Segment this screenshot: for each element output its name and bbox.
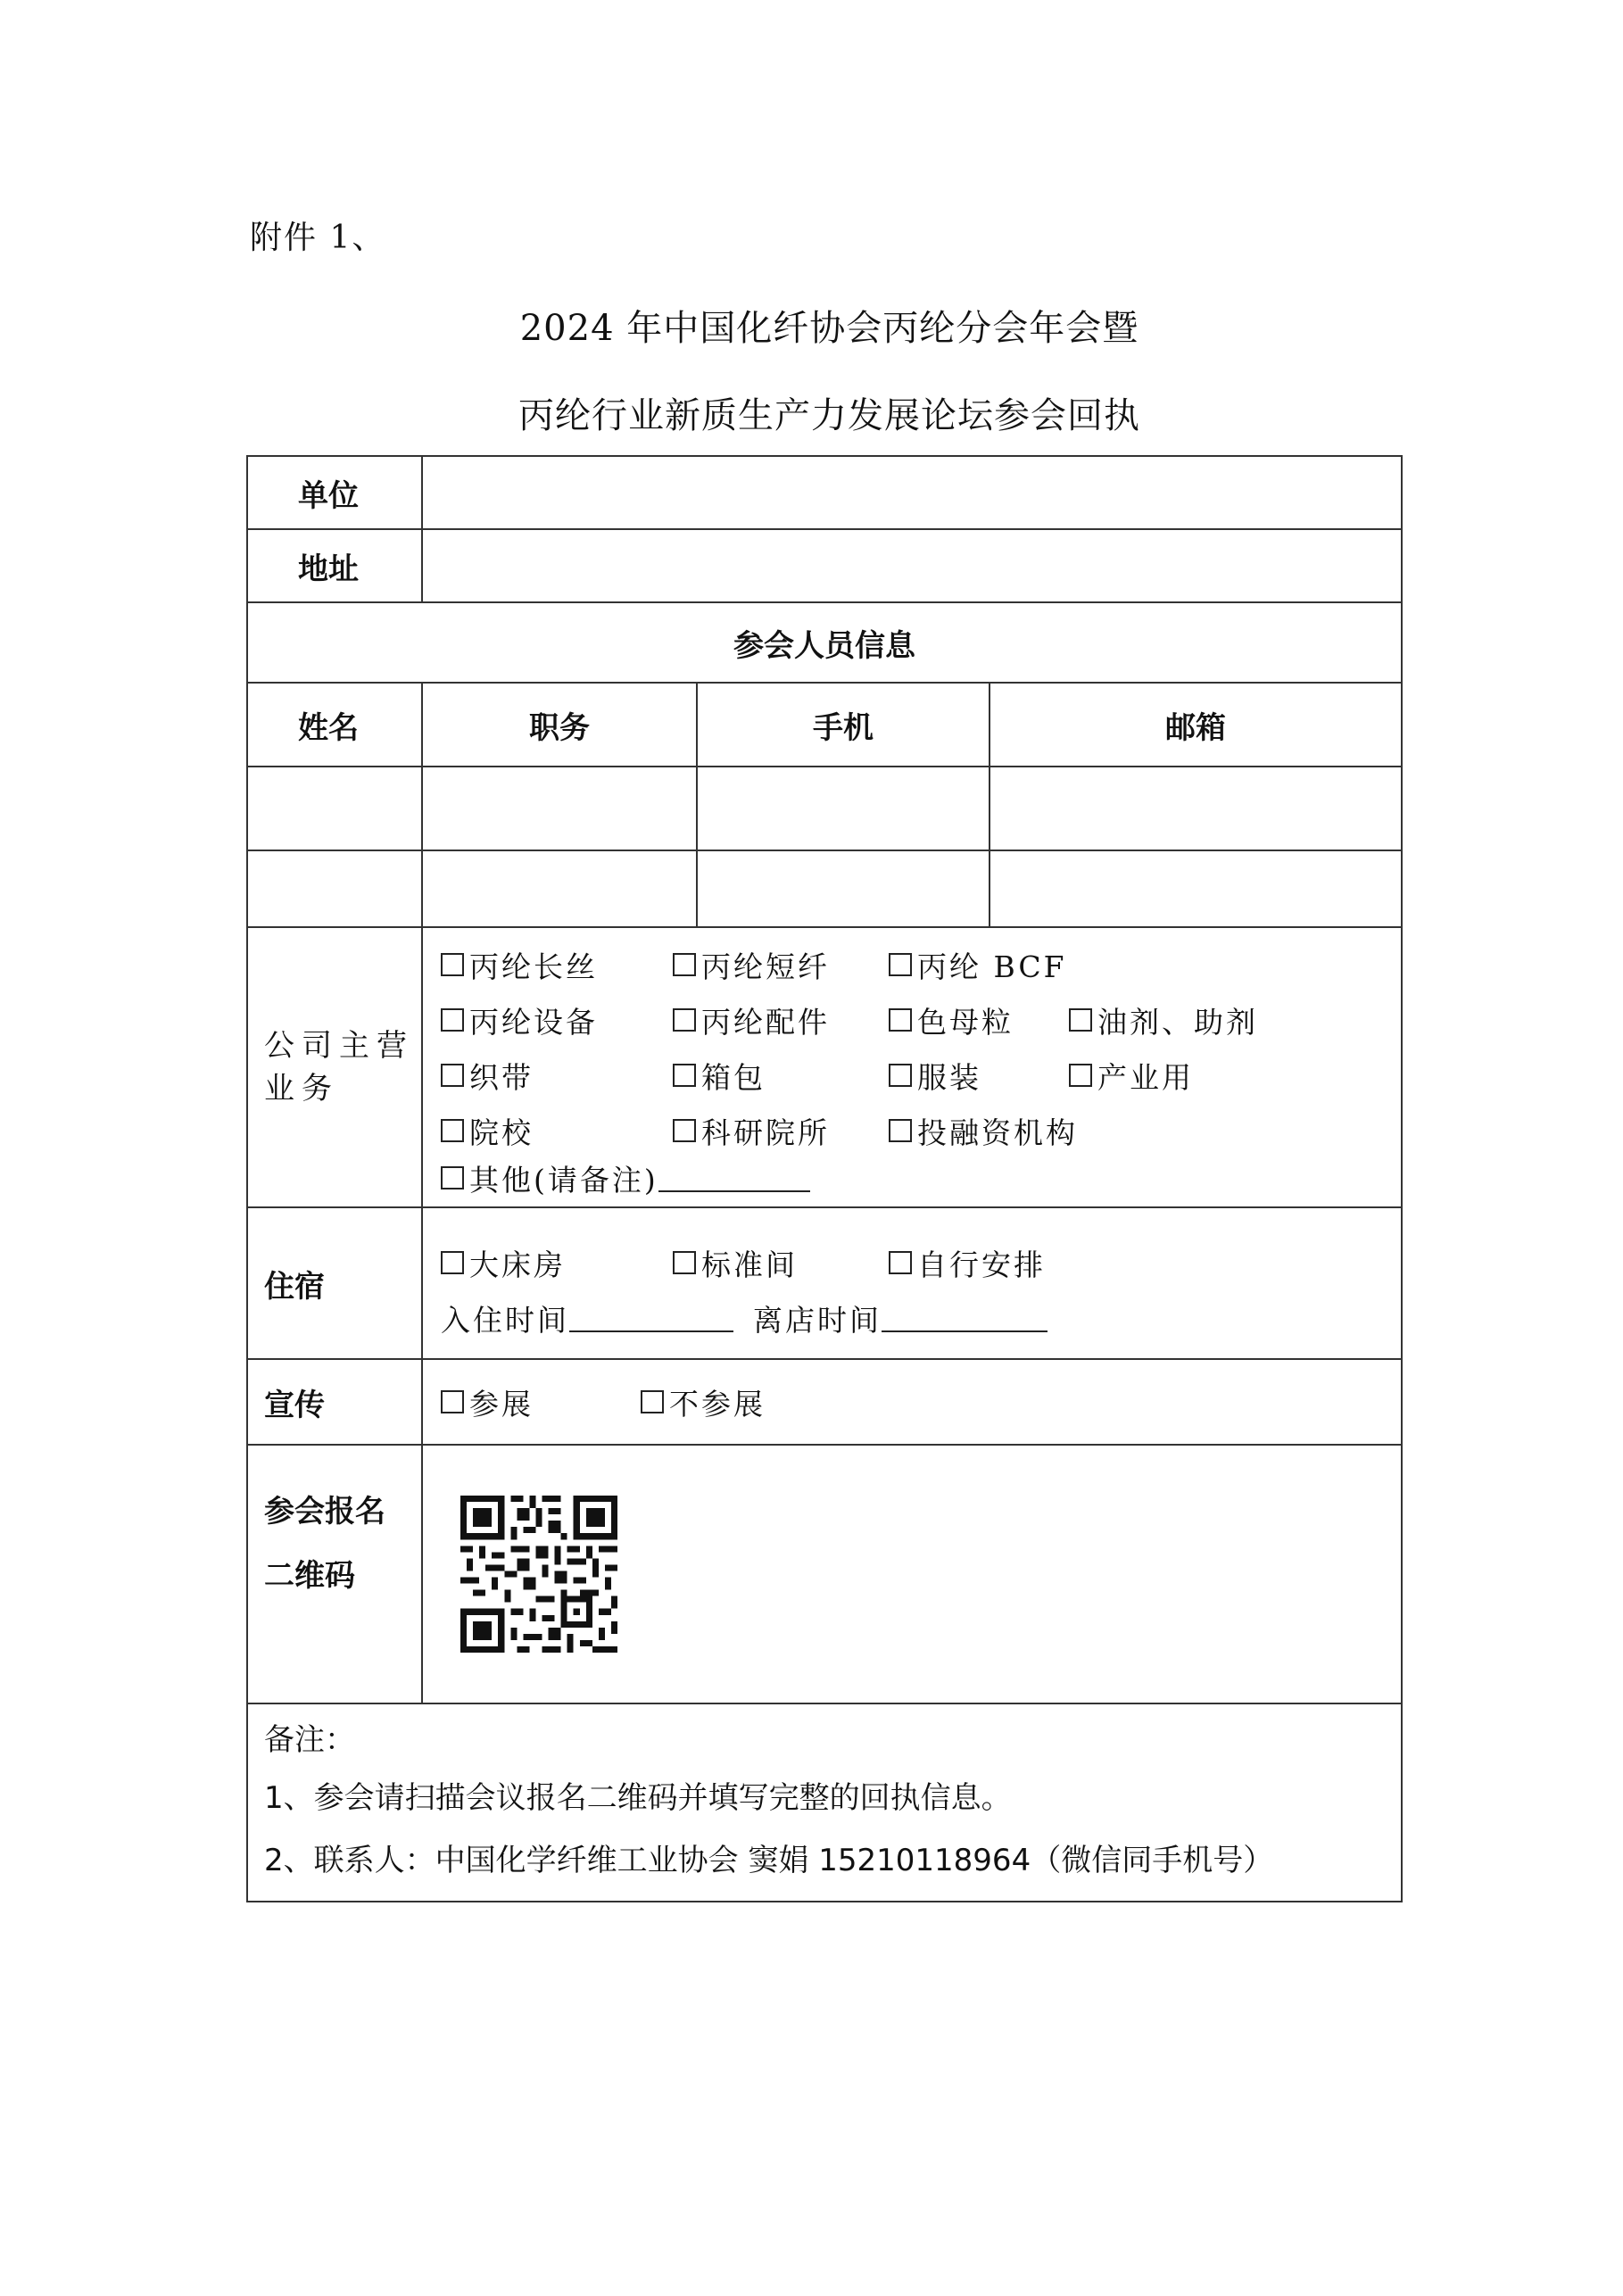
qr-label-line-1: 参会报名 [264,1494,385,1529]
unit-row [247,456,1402,529]
option-pp-bcf[interactable]: 丙纶 BCF [889,944,1067,986]
business-options-row [441,937,1401,992]
option-not-exhibit[interactable]: 不参展 [641,1381,766,1423]
qr-row [247,1445,1402,1703]
notes-cell [247,1703,1402,1902]
option-pp-filament[interactable]: 丙纶长丝 [441,944,673,986]
business-row [247,927,1402,1207]
checkbox-icon[interactable] [441,1166,464,1189]
checkbox-icon[interactable] [673,1251,696,1274]
attendee-email-cell[interactable] [990,850,1402,927]
attendee-phone-cell[interactable] [697,850,990,927]
title-line-2: 丙纶行业新质生产力发展论坛参会回执 [518,395,1140,436]
column-header-position: 职务 [422,683,697,767]
option-king-room[interactable]: 大床房 [441,1242,673,1284]
promotion-label: 宣传 [247,1359,422,1445]
checkbox-icon[interactable] [889,1064,912,1087]
business-label-line-1: 公司主营 [264,1028,414,1064]
qr-label [247,1445,422,1703]
checkin-blank-line[interactable] [569,1304,733,1332]
checkbox-icon[interactable] [889,1251,912,1274]
address-row [247,529,1402,602]
checkbox-icon[interactable] [889,1008,912,1032]
column-header-name: 姓名 [247,683,422,767]
promotion-options-row [441,1374,1401,1430]
attendee-section-title: 参会人员信息 [247,602,1402,683]
option-oils-additives[interactable]: 油剂、助剂 [1069,999,1258,1041]
business-options-row [441,1158,1401,1198]
checkbox-icon[interactable] [889,953,912,976]
business-options [422,927,1402,1207]
option-bags[interactable]: 箱包 [673,1055,889,1097]
business-options-row [441,992,1401,1048]
checkbox-icon[interactable] [441,1008,464,1032]
registration-form-table [246,455,1403,1902]
attendee-position-cell[interactable] [422,850,697,927]
option-research-institutes[interactable]: 科研院所 [673,1110,889,1152]
option-exhibit[interactable]: 参展 [441,1381,641,1423]
attachment-label: 附件 1、 [250,220,386,256]
attendee-phone-cell[interactable] [697,767,990,850]
checkbox-icon[interactable] [441,1119,464,1142]
checkbox-icon[interactable] [441,953,464,976]
unit-field[interactable] [422,456,1402,529]
option-self-arranged[interactable]: 自行安排 [889,1242,1046,1284]
column-header-email: 邮箱 [990,683,1402,767]
notes-row [247,1703,1402,1902]
qr-cell [422,1445,1402,1703]
address-label: 地址 [247,529,422,602]
accommodation-row [247,1207,1402,1359]
promotion-options [422,1359,1402,1445]
checkout-blank-line[interactable] [882,1304,1047,1332]
option-webbing[interactable]: 织带 [441,1055,673,1097]
attendee-position-cell[interactable] [422,767,697,850]
checkbox-icon[interactable] [673,1064,696,1087]
attendee-name-cell[interactable] [247,767,422,850]
attendee-header-row [247,683,1402,767]
attendee-row [247,850,1402,927]
checkbox-icon[interactable] [1069,1064,1092,1087]
checkbox-icon[interactable] [441,1390,464,1413]
checkbox-icon[interactable] [1069,1008,1092,1032]
checkbox-icon[interactable] [673,953,696,976]
option-pp-equipment[interactable]: 丙纶设备 [441,999,673,1041]
notes-item-2: 2、联系人：中国化学纤维工业协会 窦娟 15210118964（微信同手机号） [264,1843,1274,1878]
checkbox-icon[interactable] [673,1008,696,1032]
option-universities[interactable]: 院校 [441,1110,673,1152]
notes-item-1: 1、参会请扫描会议报名二维码并填写完整的回执信息。 [264,1780,1012,1816]
accommodation-options [422,1207,1402,1359]
checkbox-icon[interactable] [889,1119,912,1142]
qr-label-line-2: 二维码 [264,1558,355,1594]
address-field[interactable] [422,529,1402,602]
business-label [247,927,422,1207]
checkout-label: 离店时间 [753,1302,882,1338]
notes-title: 备注： [264,1722,355,1758]
option-pp-staple[interactable]: 丙纶短纤 [673,944,889,986]
business-options-row [441,1103,1401,1158]
qr-code-icon[interactable] [460,1496,617,1653]
column-header-phone: 手机 [697,683,990,767]
attendee-section-row [247,602,1402,683]
checkbox-icon[interactable] [673,1119,696,1142]
checkin-label: 入住时间 [441,1302,569,1338]
attendee-email-cell[interactable] [990,767,1402,850]
option-standard-room[interactable]: 标准间 [673,1242,889,1284]
attendee-row [247,767,1402,850]
checkbox-icon[interactable] [641,1390,664,1413]
unit-label: 单位 [247,456,422,529]
accommodation-label: 住宿 [247,1207,422,1359]
business-options-row [441,1048,1401,1103]
business-label-line-2: 业务 [264,1071,339,1107]
accommodation-options-row [441,1235,1401,1290]
option-industrial[interactable]: 产业用 [1069,1055,1194,1097]
option-pp-parts[interactable]: 丙纶配件 [673,999,889,1041]
title-line-1: 2024 年中国化纤协会丙纶分会年会暨 [519,308,1139,349]
option-investment-institutions[interactable]: 投融资机构 [889,1110,1078,1152]
promotion-row [247,1359,1402,1445]
option-masterbatch[interactable]: 色母粒 [889,999,1069,1041]
checkbox-icon[interactable] [441,1064,464,1087]
option-other[interactable]: 其他(请备注) [441,1157,810,1199]
option-apparel[interactable]: 服装 [889,1055,1069,1097]
attendee-name-cell[interactable] [247,850,422,927]
accommodation-dates-row [441,1290,1401,1346]
checkbox-icon[interactable] [441,1251,464,1274]
other-blank-line[interactable] [658,1164,810,1192]
